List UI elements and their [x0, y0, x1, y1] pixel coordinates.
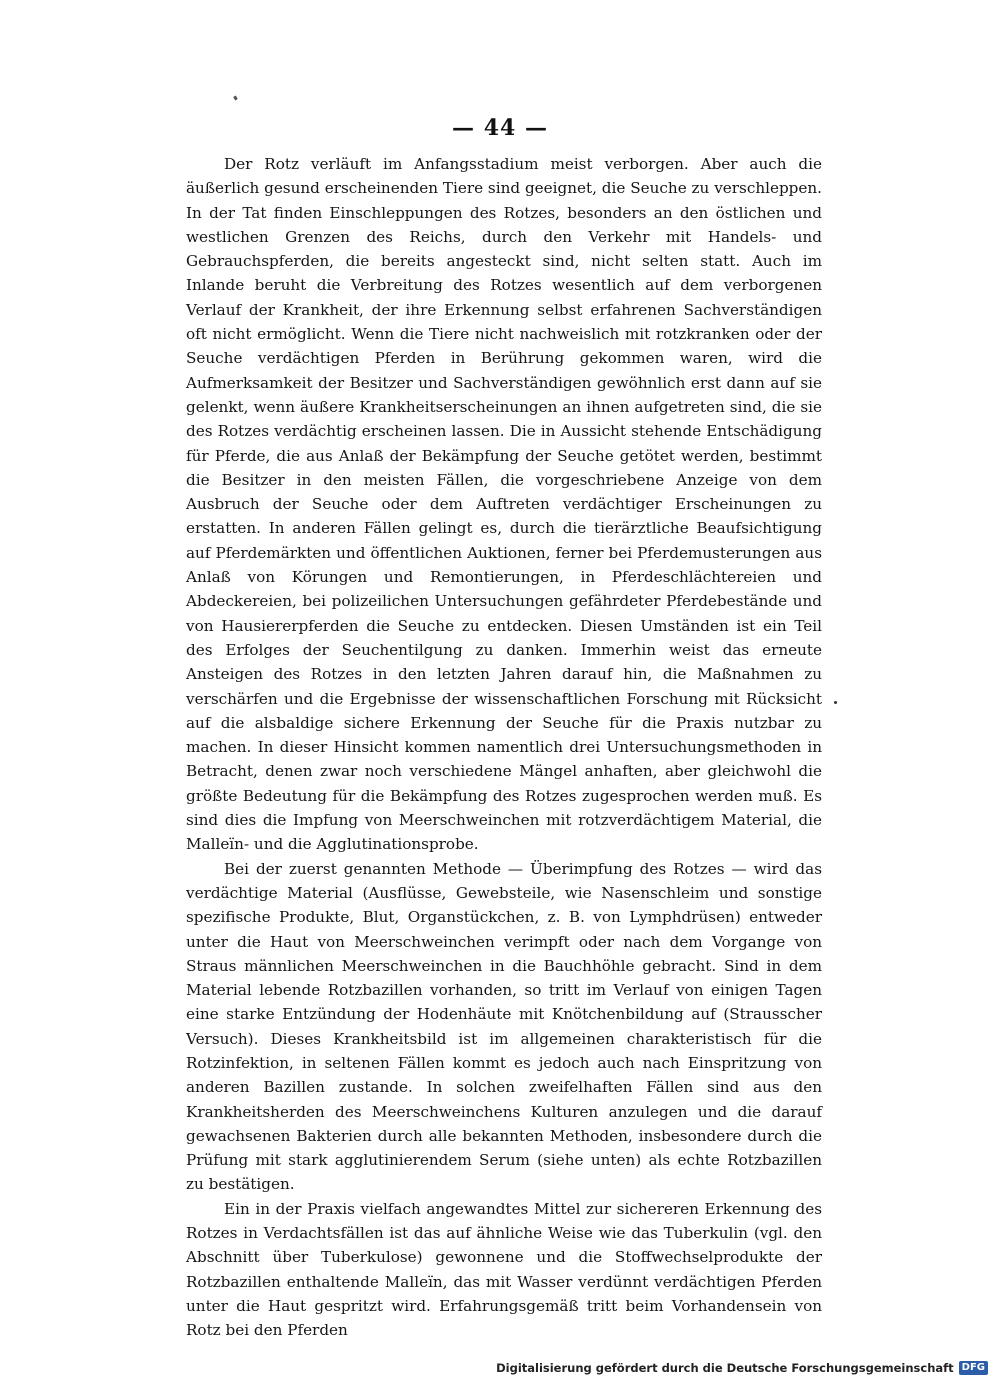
stray-pen-mark	[233, 96, 238, 101]
paragraph-3: Ein in der Praxis vielfach angewandtes Mittel zur sichereren Erkennung des Rotzes in Verdachtsfällen ist das auf ähnliche Weise wie das Tuberkulin (vgl. den Abschnitt über Tuberkulose) gewonnene und die Stoffwechselprodukte der Rotzbazillen enthaltende Malleïn, das mit Wasser verdünnt verdächtigen Pferden unter die Haut gespritzt wird. Erfahrungsgemäß tritt beim Vorhandensein von Rotz bei den Pferden	[186, 1199, 822, 1340]
page-number: — 44 —	[452, 115, 548, 141]
funding-credit	[496, 1361, 988, 1375]
page-body	[186, 152, 822, 1343]
paragraph-1: Der Rotz verläuft im Anfangsstadium meist verborgen. Aber auch die äußerlich gesund erscheinenden Tiere sind geeignet, die Seuche zu verschleppen. In der Tat finden Einschleppungen des Rotzes, besonders an den östlichen und westlichen Grenzen des Reichs, durch den Verkehr mit Handels- und Gebrauchspferden, die bereits angesteckt sind, nicht selten statt. Auch im Inlande beruht die Verbreitung des Rotzes wesentlich auf dem verborgenen Verlauf der Krankheit, der ihre Erkennung selbst erfahrenen Sachverständigen oft nicht ermöglicht. Wenn die Tiere nicht nachweislich mit rotzkranken oder der Seuche verdächtigen Pferden in Berührung gekommen waren, wird die Aufmerksamkeit der Besitzer und Sachverständigen gewöhnlich erst dann auf sie gelenkt, wenn äußere Krankheitserscheinungen an ihnen aufgetreten sind, die sie des Rotzes verdächtig erscheinen lassen. Die in Aussicht stehende Entschädigung für Pferde, die aus Anlaß der Bekämpfung der Seuche getötet werden, bestimmt die Besitzer in den meisten Fällen, die vorgeschriebene Anzeige von dem Ausbruch der Seuche oder dem Auftreten verdächtiger Erscheinungen zu erstatten. In anderen Fällen gelingt es, durch die tierärztliche Beaufsichtigung auf Pferdemärkten und öffentlichen Auktionen, ferner bei Pferdemusterungen aus Anlaß von Körungen und Remontierungen, in Pferdeschlächtereien und Abdeckereien, bei polizeilichen Untersuchungen gefährdeter Pferdebestände und von Hausiererpferden die Seuche zu entdecken. Diesen Umständen ist ein Teil des Erfolges der Seuchentilgung zu danken. Immerhin weist das erneute Ansteigen des Rotzes in den letzten Jahren darauf hin, die Maßnahmen zu verschärfen und die Ergebnisse der wissenschaftlichen Forschung mit Rücksicht auf die alsbaldige sichere Erkennung der Seuche für die Praxis nutzbar zu machen. In dieser Hinsicht kommen namentlich drei Untersuchungsmethoden in Betracht, denen zwar noch verschiedene Mängel anhaften, aber gleichwohl die größte Bedeutung für die Bekämpfung des Rotzes zugesprochen werden muß. Es sind dies die Impfung von Meerschweinchen mit rotzverdächtigem Material, die Malleïn- und die Agglutinationsprobe.	[186, 155, 822, 854]
dfg-logo-icon: DFG	[959, 1361, 988, 1375]
paragraph-2: Bei der zuerst genannten Methode — Überimpfung des Rotzes — wird das verdächtige Material (Ausflüsse, Gewebsteile, wie Nasenschleim und sonstige spezifische Produkte, Blut, Organstückchen, z. B. von Lymphdrüsen) entweder unter die Haut von Meerschweinchen verimpft oder nach dem Vorgange von Straus männlichen Meerschweinchen in die Bauchhöhle gebracht. Sind in dem Material lebende Rotzbazillen vorhanden, so tritt im Verlauf von einigen Tagen eine starke Entzündung der Hodenhäute mit Knötchenbildung auf (Strausscher Versuch). Dieses Krankheitsbild ist im allgemeinen charakteristisch für die Rotzinfektion, in seltenen Fällen kommt es jedoch auch nach Einspritzung von anderen Bazillen zustande. In solchen zweifelhaften Fällen sind aus den Krankheitsherden des Meerschweinchens Kulturen anzulegen und die darauf gewachsenen Bakterien durch alle bekannten Methoden, insbesondere durch die Prüfung mit stark agglutinierendem Serum (siehe unten) als echte Rotzbazillen zu bestätigen.	[186, 859, 822, 1194]
stray-margin-dot	[834, 701, 837, 704]
funding-credit-text: Digitalisierung gefördert durch die Deutsche Forschungsgemeinschaft	[496, 1361, 954, 1375]
